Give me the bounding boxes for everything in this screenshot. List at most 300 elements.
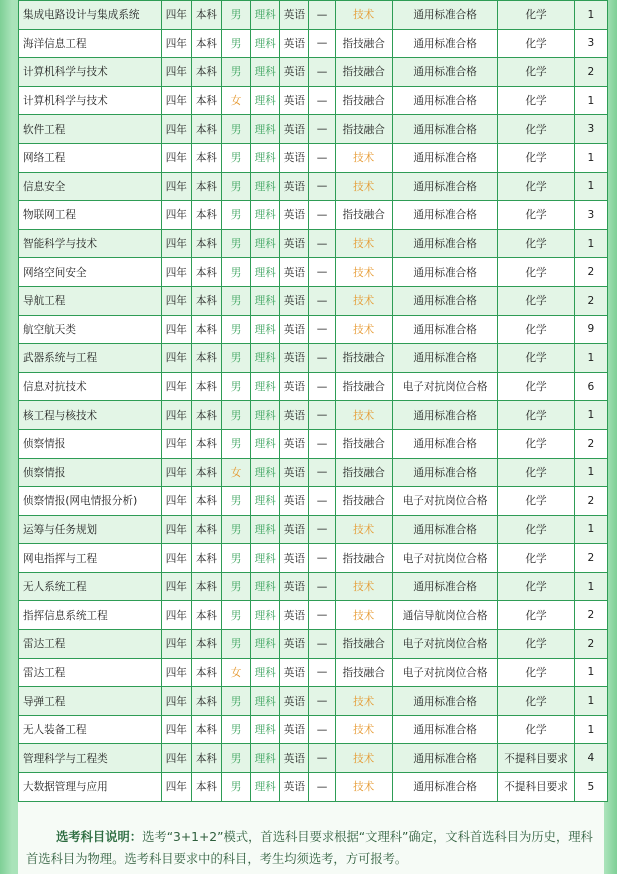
cell-standard: 通用标准合格 [392, 429, 498, 458]
cell-level: 本科 [191, 544, 221, 573]
cell-dash: — [309, 29, 335, 58]
cell-type: 技术 [335, 315, 392, 344]
cell-major: 大数据管理与应用 [19, 773, 162, 802]
cell-subject: 化学 [498, 401, 574, 430]
cell-dash: — [309, 401, 335, 430]
table-row [19, 201, 608, 230]
cell-standard: 通用标准合格 [392, 401, 498, 430]
cell-language: 英语 [280, 401, 309, 430]
cell-duration: 四年 [161, 1, 191, 30]
cell-subject: 化学 [498, 86, 574, 115]
cell-gender: 男 [222, 172, 251, 201]
cell-level: 本科 [191, 658, 221, 687]
cell-language: 英语 [280, 658, 309, 687]
cell-language: 英语 [280, 258, 309, 287]
cell-standard: 电子对抗岗位合格 [392, 630, 498, 659]
cell-subject: 化学 [498, 572, 574, 601]
cell-language: 英语 [280, 744, 309, 773]
cell-count: 1 [574, 401, 607, 430]
cell-level: 本科 [191, 687, 221, 716]
cell-level: 本科 [191, 601, 221, 630]
cell-standard: 通用标准合格 [392, 286, 498, 315]
cell-language: 英语 [280, 86, 309, 115]
cell-type: 指技融合 [335, 86, 392, 115]
table-row [19, 315, 608, 344]
cell-major: 核工程与核技术 [19, 401, 162, 430]
cell-type: 技术 [335, 229, 392, 258]
cell-dash: — [309, 630, 335, 659]
cell-language: 英语 [280, 29, 309, 58]
cell-count: 2 [574, 58, 607, 87]
cell-gender: 男 [222, 515, 251, 544]
cell-standard: 通用标准合格 [392, 344, 498, 373]
cell-subject: 化学 [498, 1, 574, 30]
cell-major: 网电指挥与工程 [19, 544, 162, 573]
cell-count: 1 [574, 143, 607, 172]
cell-duration: 四年 [161, 487, 191, 516]
cell-standard: 通用标准合格 [392, 229, 498, 258]
cell-type: 指技融合 [335, 429, 392, 458]
cell-standard: 通用标准合格 [392, 258, 498, 287]
cell-count: 2 [574, 544, 607, 573]
cell-count: 1 [574, 1, 607, 30]
cell-dash: — [309, 201, 335, 230]
cell-count: 3 [574, 115, 607, 144]
note-heading: 选考科目说明： [56, 830, 143, 844]
cell-subject: 化学 [498, 258, 574, 287]
cell-gender: 男 [222, 744, 251, 773]
table-row [19, 229, 608, 258]
cell-count: 1 [574, 687, 607, 716]
cell-duration: 四年 [161, 429, 191, 458]
cell-language: 英语 [280, 58, 309, 87]
cell-major: 管理科学与工程类 [19, 744, 162, 773]
cell-duration: 四年 [161, 658, 191, 687]
cell-language: 英语 [280, 315, 309, 344]
cell-subject: 化学 [498, 115, 574, 144]
cell-level: 本科 [191, 372, 221, 401]
cell-level: 本科 [191, 29, 221, 58]
cell-type: 技术 [335, 572, 392, 601]
cell-count: 2 [574, 258, 607, 287]
cell-standard: 通用标准合格 [392, 744, 498, 773]
cell-track: 理科 [251, 201, 280, 230]
table-row [19, 601, 608, 630]
cell-count: 1 [574, 172, 607, 201]
cell-track: 理科 [251, 544, 280, 573]
cell-count: 4 [574, 744, 607, 773]
cell-type: 指技融合 [335, 458, 392, 487]
cell-language: 英语 [280, 601, 309, 630]
table-row [19, 258, 608, 287]
cell-dash: — [309, 143, 335, 172]
cell-standard: 通用标准合格 [392, 29, 498, 58]
cell-count: 2 [574, 286, 607, 315]
cell-subject: 化学 [498, 372, 574, 401]
cell-standard: 通用标准合格 [392, 58, 498, 87]
cell-dash: — [309, 601, 335, 630]
cell-level: 本科 [191, 143, 221, 172]
cell-level: 本科 [191, 58, 221, 87]
table-row [19, 344, 608, 373]
cell-type: 指技融合 [335, 201, 392, 230]
cell-track: 理科 [251, 687, 280, 716]
cell-duration: 四年 [161, 773, 191, 802]
cell-dash: — [309, 258, 335, 287]
cell-type: 指技融合 [335, 658, 392, 687]
cell-duration: 四年 [161, 372, 191, 401]
cell-subject: 化学 [498, 315, 574, 344]
cell-count: 6 [574, 372, 607, 401]
cell-gender: 男 [222, 29, 251, 58]
enrollment-table [18, 0, 608, 802]
cell-subject: 化学 [498, 143, 574, 172]
cell-dash: — [309, 744, 335, 773]
cell-subject: 化学 [498, 715, 574, 744]
table-row [19, 143, 608, 172]
subject-note [26, 826, 604, 870]
cell-duration: 四年 [161, 458, 191, 487]
cell-type: 指技融合 [335, 544, 392, 573]
table-row [19, 115, 608, 144]
cell-count: 1 [574, 229, 607, 258]
cell-gender: 男 [222, 372, 251, 401]
cell-level: 本科 [191, 315, 221, 344]
cell-major: 侦察情报(网电情报分析) [19, 487, 162, 516]
cell-language: 英语 [280, 172, 309, 201]
cell-track: 理科 [251, 401, 280, 430]
cell-major: 导弹工程 [19, 687, 162, 716]
cell-gender: 女 [222, 86, 251, 115]
cell-track: 理科 [251, 143, 280, 172]
cell-gender: 男 [222, 286, 251, 315]
cell-major: 导航工程 [19, 286, 162, 315]
cell-dash: — [309, 429, 335, 458]
cell-level: 本科 [191, 458, 221, 487]
cell-subject: 化学 [498, 429, 574, 458]
cell-dash: — [309, 286, 335, 315]
cell-duration: 四年 [161, 58, 191, 87]
cell-standard: 通用标准合格 [392, 201, 498, 230]
cell-dash: — [309, 572, 335, 601]
cell-level: 本科 [191, 115, 221, 144]
cell-subject: 化学 [498, 458, 574, 487]
cell-language: 英语 [280, 630, 309, 659]
cell-count: 2 [574, 429, 607, 458]
cell-level: 本科 [191, 630, 221, 659]
cell-gender: 男 [222, 401, 251, 430]
cell-gender: 男 [222, 429, 251, 458]
cell-standard: 通用标准合格 [392, 458, 498, 487]
cell-track: 理科 [251, 487, 280, 516]
cell-language: 英语 [280, 286, 309, 315]
cell-language: 英语 [280, 143, 309, 172]
cell-subject: 不提科目要求 [498, 744, 574, 773]
cell-duration: 四年 [161, 630, 191, 659]
cell-subject: 化学 [498, 344, 574, 373]
table-body [19, 1, 608, 802]
cell-subject: 化学 [498, 29, 574, 58]
table-row [19, 544, 608, 573]
cell-standard: 通用标准合格 [392, 315, 498, 344]
cell-track: 理科 [251, 630, 280, 659]
cell-count: 1 [574, 458, 607, 487]
cell-duration: 四年 [161, 344, 191, 373]
cell-duration: 四年 [161, 286, 191, 315]
cell-subject: 化学 [498, 630, 574, 659]
cell-major: 武器系统与工程 [19, 344, 162, 373]
cell-standard: 通用标准合格 [392, 172, 498, 201]
cell-track: 理科 [251, 715, 280, 744]
table-row [19, 773, 608, 802]
cell-gender: 女 [222, 458, 251, 487]
cell-dash: — [309, 658, 335, 687]
cell-subject: 化学 [498, 172, 574, 201]
cell-dash: — [309, 715, 335, 744]
cell-duration: 四年 [161, 29, 191, 58]
cell-dash: — [309, 515, 335, 544]
cell-subject: 化学 [498, 658, 574, 687]
cell-count: 2 [574, 487, 607, 516]
table-row [19, 658, 608, 687]
cell-standard: 通用标准合格 [392, 773, 498, 802]
cell-language: 英语 [280, 687, 309, 716]
table-row [19, 1, 608, 30]
cell-level: 本科 [191, 487, 221, 516]
table-row [19, 487, 608, 516]
table-row [19, 372, 608, 401]
cell-major: 无人系统工程 [19, 572, 162, 601]
cell-gender: 男 [222, 487, 251, 516]
cell-language: 英语 [280, 429, 309, 458]
table-row [19, 572, 608, 601]
cell-track: 理科 [251, 572, 280, 601]
table-row [19, 515, 608, 544]
table-row [19, 458, 608, 487]
cell-standard: 通用标准合格 [392, 687, 498, 716]
cell-language: 英语 [280, 773, 309, 802]
cell-subject: 化学 [498, 601, 574, 630]
cell-gender: 男 [222, 715, 251, 744]
cell-subject: 化学 [498, 515, 574, 544]
cell-type: 指技融合 [335, 58, 392, 87]
cell-major: 无人装备工程 [19, 715, 162, 744]
cell-track: 理科 [251, 172, 280, 201]
cell-type: 指技融合 [335, 29, 392, 58]
table-row [19, 29, 608, 58]
cell-subject: 化学 [498, 286, 574, 315]
cell-type: 技术 [335, 687, 392, 716]
cell-level: 本科 [191, 773, 221, 802]
cell-type: 技术 [335, 744, 392, 773]
cell-level: 本科 [191, 172, 221, 201]
cell-type: 技术 [335, 143, 392, 172]
cell-gender: 男 [222, 315, 251, 344]
cell-duration: 四年 [161, 229, 191, 258]
cell-duration: 四年 [161, 401, 191, 430]
cell-subject: 化学 [498, 229, 574, 258]
cell-count: 3 [574, 29, 607, 58]
cell-count: 1 [574, 86, 607, 115]
table-row [19, 58, 608, 87]
cell-count: 1 [574, 344, 607, 373]
cell-gender: 女 [222, 658, 251, 687]
cell-count: 1 [574, 715, 607, 744]
cell-standard: 电子对抗岗位合格 [392, 658, 498, 687]
cell-dash: — [309, 773, 335, 802]
cell-language: 英语 [280, 229, 309, 258]
cell-major: 运筹与任务规划 [19, 515, 162, 544]
table-row [19, 286, 608, 315]
cell-duration: 四年 [161, 172, 191, 201]
cell-track: 理科 [251, 744, 280, 773]
cell-gender: 男 [222, 773, 251, 802]
cell-count: 2 [574, 630, 607, 659]
cell-major: 信息安全 [19, 172, 162, 201]
cell-level: 本科 [191, 515, 221, 544]
cell-track: 理科 [251, 372, 280, 401]
cell-subject: 化学 [498, 201, 574, 230]
note-text: 选考“3+1+2”模式，首选科目要求根据“文理科”确定，文科首选科目为历史，理科首选科目为物理。选考科目要求中的科目，考生均须选考，方可报考。 [26, 830, 593, 866]
cell-standard: 电子对抗岗位合格 [392, 487, 498, 516]
cell-track: 理科 [251, 86, 280, 115]
cell-level: 本科 [191, 744, 221, 773]
cell-level: 本科 [191, 286, 221, 315]
cell-language: 英语 [280, 544, 309, 573]
cell-track: 理科 [251, 315, 280, 344]
cell-level: 本科 [191, 1, 221, 30]
cell-count: 2 [574, 601, 607, 630]
cell-subject: 化学 [498, 487, 574, 516]
cell-major: 物联网工程 [19, 201, 162, 230]
cell-language: 英语 [280, 115, 309, 144]
cell-duration: 四年 [161, 315, 191, 344]
cell-type: 技术 [335, 286, 392, 315]
cell-type: 指技融合 [335, 630, 392, 659]
cell-level: 本科 [191, 258, 221, 287]
cell-major: 计算机科学与技术 [19, 86, 162, 115]
cell-major: 侦察情报 [19, 429, 162, 458]
cell-count: 3 [574, 201, 607, 230]
cell-level: 本科 [191, 86, 221, 115]
cell-duration: 四年 [161, 572, 191, 601]
cell-track: 理科 [251, 429, 280, 458]
cell-track: 理科 [251, 286, 280, 315]
cell-dash: — [309, 372, 335, 401]
cell-gender: 男 [222, 601, 251, 630]
table-row [19, 744, 608, 773]
cell-type: 技术 [335, 258, 392, 287]
cell-major: 网络空间安全 [19, 258, 162, 287]
cell-duration: 四年 [161, 515, 191, 544]
cell-major: 软件工程 [19, 115, 162, 144]
table-row [19, 172, 608, 201]
cell-level: 本科 [191, 401, 221, 430]
cell-duration: 四年 [161, 258, 191, 287]
cell-language: 英语 [280, 715, 309, 744]
cell-gender: 男 [222, 58, 251, 87]
cell-gender: 男 [222, 1, 251, 30]
cell-dash: — [309, 544, 335, 573]
table-row [19, 401, 608, 430]
cell-language: 英语 [280, 1, 309, 30]
cell-count: 1 [574, 572, 607, 601]
cell-dash: — [309, 1, 335, 30]
cell-track: 理科 [251, 515, 280, 544]
cell-dash: — [309, 315, 335, 344]
cell-duration: 四年 [161, 143, 191, 172]
cell-track: 理科 [251, 773, 280, 802]
cell-level: 本科 [191, 344, 221, 373]
cell-standard: 电子对抗岗位合格 [392, 372, 498, 401]
table-row [19, 715, 608, 744]
cell-major: 海洋信息工程 [19, 29, 162, 58]
cell-duration: 四年 [161, 687, 191, 716]
cell-standard: 电子对抗岗位合格 [392, 544, 498, 573]
cell-track: 理科 [251, 601, 280, 630]
cell-track: 理科 [251, 29, 280, 58]
table-row [19, 86, 608, 115]
cell-language: 英语 [280, 344, 309, 373]
cell-type: 技术 [335, 172, 392, 201]
cell-type: 指技融合 [335, 115, 392, 144]
table-row [19, 630, 608, 659]
cell-duration: 四年 [161, 86, 191, 115]
cell-type: 技术 [335, 515, 392, 544]
cell-language: 英语 [280, 487, 309, 516]
cell-dash: — [309, 344, 335, 373]
cell-major: 航空航天类 [19, 315, 162, 344]
cell-standard: 通用标准合格 [392, 115, 498, 144]
cell-major: 智能科学与技术 [19, 229, 162, 258]
cell-type: 技术 [335, 1, 392, 30]
cell-type: 指技融合 [335, 372, 392, 401]
cell-track: 理科 [251, 344, 280, 373]
cell-level: 本科 [191, 572, 221, 601]
cell-duration: 四年 [161, 544, 191, 573]
cell-count: 1 [574, 515, 607, 544]
cell-track: 理科 [251, 658, 280, 687]
cell-level: 本科 [191, 429, 221, 458]
cell-type: 指技融合 [335, 344, 392, 373]
cell-subject: 化学 [498, 687, 574, 716]
cell-major: 指挥信息系统工程 [19, 601, 162, 630]
cell-duration: 四年 [161, 201, 191, 230]
cell-subject: 化学 [498, 544, 574, 573]
cell-count: 1 [574, 658, 607, 687]
cell-language: 英语 [280, 572, 309, 601]
cell-duration: 四年 [161, 115, 191, 144]
cell-type: 技术 [335, 401, 392, 430]
cell-level: 本科 [191, 229, 221, 258]
cell-type: 技术 [335, 601, 392, 630]
cell-count: 5 [574, 773, 607, 802]
cell-standard: 通用标准合格 [392, 1, 498, 30]
cell-major: 计算机科学与技术 [19, 58, 162, 87]
table-row [19, 429, 608, 458]
cell-duration: 四年 [161, 715, 191, 744]
cell-track: 理科 [251, 458, 280, 487]
cell-gender: 男 [222, 229, 251, 258]
cell-subject: 化学 [498, 58, 574, 87]
cell-standard: 通用标准合格 [392, 515, 498, 544]
cell-gender: 男 [222, 115, 251, 144]
cell-major: 网络工程 [19, 143, 162, 172]
cell-gender: 男 [222, 687, 251, 716]
cell-gender: 男 [222, 201, 251, 230]
cell-language: 英语 [280, 515, 309, 544]
cell-major: 雷达工程 [19, 658, 162, 687]
